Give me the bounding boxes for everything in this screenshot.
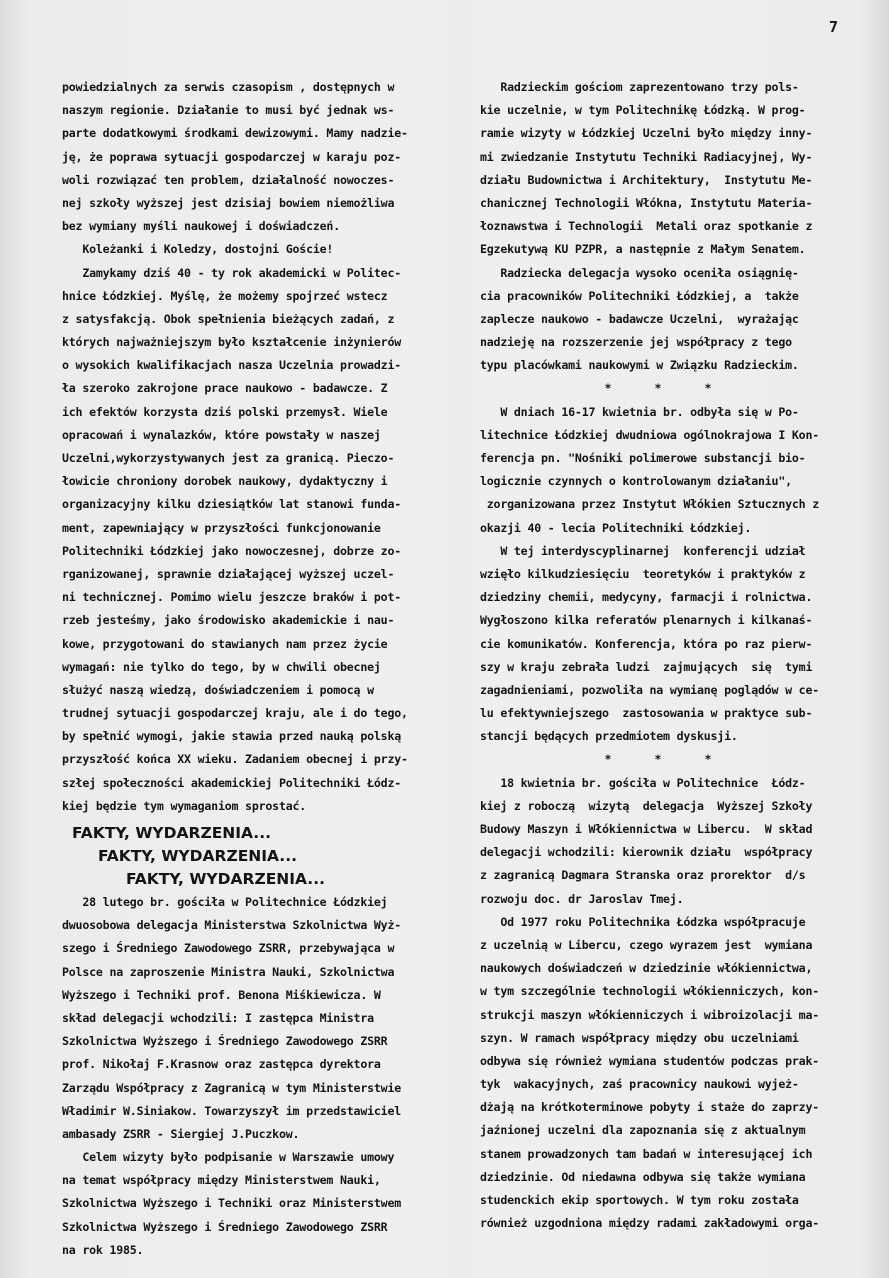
left-text-line: Zamykamy dziś 40 - ty rok akademicki w Politec- [62,265,402,280]
right-text-line: ferencja pn. "Nośniki polimerowe substancji bio- [480,451,806,465]
left-text-line: Szkolnictwa Wyższego i Średniego Zawodowego ZSRR [62,1034,388,1049]
right-text-line: mi zwiedzanie Instytutu Techniki Radiacyjnej, Wy- [480,149,813,164]
left-column [62,76,434,1262]
left-column-text-bottom [62,891,434,1262]
right-text-line: również uzgodniona między radami zakładowymi orga- [480,1216,820,1231]
right-text-line: Radziecka delegacja wysoko oceniła osiągnię- [480,265,799,280]
right-text-line: Radzieckim gościom zaprezentowano trzy pols- [480,80,799,94]
right-text-line: okazji 40 - lecia Politechniki Łódzkiej. [480,520,752,535]
right-text-line: w tym szczególnie technologii włókienniczych, kon- [480,984,820,999]
left-text-line: Celem wizyty było podpisanie w Warszawie umowy [62,1150,395,1165]
left-text-line: bez wymiany myśli naukowej i doświadczeń. [62,219,340,234]
right-text-line: kiej z roboczą wizytą delegacja Wyższej Szkoły [480,798,813,813]
right-text-line: jaźnionej uczelni dla zapoznania się z aktualnym [480,1123,806,1138]
right-column [480,76,854,1235]
left-text-line: kowe, przygotowani do stawianych nam przez życie [62,636,388,651]
left-text-line: szego i Średniego Zawodowego ZSRR, przebywająca w [62,941,395,956]
left-text-line: woli rozwiązać ten problem, działalność nowoczes- [62,172,395,187]
right-text-line: kie uczelnie, w tym Politechnikę Łódzką. W prog- [480,103,806,118]
right-text-line: strukcji maszyn włókienniczych i wibroizolacji ma- [480,1007,820,1022]
right-text-line: stanem prowadzonych tam badań w interesującej ich [480,1146,813,1161]
heading-line-2: FAKTY, WYDARZENIA... [98,847,297,865]
right-text-line: Budowy Maszyn i Włókiennictwa w Libercu. W skład [480,822,813,836]
right-text-line: Od 1977 roku Politechnika Łódzka współpracuje [480,914,806,929]
left-text-line: Uczelni,wykorzystywanych jest za granicą. Pieczo- [62,451,395,465]
left-text-line: parte dodatkowymi środkami dewizowymi. Mamy nadzie- [62,126,408,141]
right-text-line: logicznie czynnych o kontrolowanym działaniu", [480,474,792,489]
left-text-line: dwuosobowa delegacja Ministerstwa Szkolnictwa Wyż- [62,918,402,933]
left-text-line: Szkolnictwa Wyższego i Średniego Zawodowego ZSRR [62,1219,388,1234]
section-separator: * * * [604,752,730,767]
right-text-line: rozwoju doc. dr Jaroslav Tmej. [480,891,684,906]
left-text-line: służyć naszą wiedzą, doświadczeniem i pomocą w [62,682,374,697]
left-text-line: prof. Nikołaj F.Krasnow oraz zastępca dyrektora [62,1057,381,1072]
left-text-line: ję, że poprawa sytuacji gospodarczej w karaju poz- [62,149,402,164]
page-number: 7 [829,18,839,36]
left-text-line: ambasady ZSRR - Siergiej J.Puczkow. [62,1126,300,1141]
left-text-line: Szkolnictwa Wyższego i Techniki oraz Ministerstwem [62,1196,402,1211]
left-text-line: Koleżanki i Koledzy, dostojni Goście! [62,242,334,257]
right-text-line: cia pracowników Politechniki Łódzkiej, a także [480,288,799,303]
left-text-line: rzeb jesteśmy, jako środowisko akademickie i nau- [62,613,395,628]
right-text-line: cie komunikatów. Konferencja, która po raz pierw- [480,636,813,651]
right-text-line: naukowych doświadczeń w dziedzinie włókiennictwa, [480,961,813,976]
left-text-line: ni technicznej. Pomimo wielu jeszcze braków i pot- [62,590,402,605]
left-text-line: z satysfakcją. Obok spełnienia bieżących zadań, z [62,311,395,326]
left-text-line: Władimir W.Siniakow. Towarzyszył im przedstawiciel [62,1103,402,1118]
right-text-line: tyk wakacyjnych, zaś pracownicy naukowi wyjeż- [480,1077,799,1092]
left-text-line: 28 lutego br. gościła w Politechnice Łódzkiej [62,895,388,909]
right-text-line: nadzieję na rozszerzenie jej współpracy z tego [480,335,792,350]
right-text-line: delegacji wchodzili: kierownik działu współpracy [480,845,813,860]
left-text-line: skład delegacji wchodzili: I zastępca Ministra [62,1010,374,1025]
right-text-line: wzięło kilkudziesięciu teoretyków i praktyków z [480,566,806,581]
section-separator: * * * [604,381,730,396]
left-text-line: organizacyjny kilku dziesiątków lat stanowi funda- [62,497,402,512]
right-text-line: stancji będących przedmiotem dyskusji. [480,729,738,744]
left-text-line: trudnej sytuacji gospodarczej kraju, ale i do tego, [62,706,408,721]
left-text-line: na temat współpracy między Ministerstwem Nauki, [62,1173,381,1188]
right-text-line: chanicznej Technologii Włókna, Instytutu Materia- [480,195,813,210]
left-text-line: rganizowanej, sprawnie działającej wyższej uczel- [62,566,395,581]
right-text-line: typu placówkami naukowymi w Związku Radzieckim. [480,358,799,373]
right-text-line: zaplecze naukowo - badawcze Uczelni, wyrażając [480,311,799,326]
left-text-line: szłej społeczności akademickiej Politechniki Łódz- [62,775,402,790]
heading-line-3: FAKTY, WYDARZENIA... [126,870,325,888]
left-text-line: ment, zapewniający w przyszłości funkcjonowanie [62,520,381,535]
left-text-line: naszym regionie. Działanie to musi być jednak ws- [62,103,395,118]
left-column-text-top [62,76,434,818]
left-text-line: ich efektów korzysta dziś polski przemysł. Wiele [62,404,388,419]
right-text-line: Wygłoszono kilka referatów plenarnych i kilkanaś- [480,613,813,628]
right-text-line: zorganizowana przez Instytut Włókien Sztucznych z [480,497,820,512]
left-text-line: na rok 1985. [62,1242,144,1257]
left-text-line: których najważniejszym było kształcenie inżynierów [62,335,402,350]
right-text-line: W dniach 16-17 kwietnia br. odbyła się w Po- [480,404,799,419]
right-text-line: szy w kraju zebrała ludzi zajmujących się tymi [480,659,813,674]
left-text-line: by spełnić wymogi, jakie stawia przed nauką polską [62,729,402,744]
left-text-line: ła szeroko zakrojone prace naukowo - badawcze. Z [62,381,388,396]
right-text-line: zagadnieniami, pozwoliła na wymianę poglądów w ce- [480,682,820,697]
left-text-line: nej szkoły wyższej jest dzisiaj bowiem niemożliwa [62,195,395,210]
left-text-line: łowicie chroniony dorobek naukowy, dydaktyczny i [62,474,388,489]
right-text-line: Egzekutywą KU PZPR, a następnie z Małym Senatem. [480,242,806,257]
right-text-line: 18 kwietnia br. gościła w Politechnice Łódz- [480,775,806,790]
right-text-line: ramie wizyty w Łódzkiej Uczelni było między inny- [480,126,813,141]
left-text-line: Polsce na zaproszenie Ministra Nauki, Szkolnictwa [62,964,395,979]
right-text-line: lu efektywniejszego zastosowania w praktyce sub- [480,706,813,721]
left-text-line: wymagań: nie tylko do tego, by w chwili obecnej [62,659,381,674]
right-text-line: studenckich ekip sportowych. W tym roku została [480,1193,799,1207]
right-text-line: dziedzinie. Od niedawna odbywa się także wymiana [480,1169,806,1184]
right-text-line: z uczelnią w Libercu, czego wyrazem jest wymiana [480,937,813,952]
left-text-line: Zarządu Współpracy z Zagranicą w tym Ministerstwie [62,1080,402,1095]
right-text-line: działu Budownictwa i Architektury, Instytutu Me- [480,172,813,187]
right-text-line: szyn. W ramach współpracy między obu uczelniami [480,1030,799,1045]
right-text-line: W tej interdyscyplinarnej konferencji udział [480,543,806,558]
left-text-line: powiedzialnych za serwis czasopism , dostępnych w [62,80,395,94]
right-text-line: z zagranicą Dagmara Stranska oraz prorektor d/s [480,868,806,883]
left-text-line: przyszłość końca XX wieku. Zadaniem obecnej i przy- [62,752,408,767]
left-text-line: opracowań i wynalazków, które powstały w naszej [62,427,381,442]
heading-line-1: FAKTY, WYDARZENIA... [72,824,271,842]
right-text-line: odbywa się również wymiana studentów podczas prak- [480,1053,820,1068]
right-text-line: litechnice Łódzkiej dwudniowa ogólnokrajowa I Kon- [480,427,820,442]
right-text-line: dżają na krótkoterminowe pobyty i staże do zaprzy- [480,1100,820,1115]
left-text-line: Politechniki Łódzkiej jako nowoczesnej, dobrze zo- [62,543,402,558]
left-text-line: kiej będzie tym wymaganiom sprostać. [62,798,307,813]
left-text-line: hnice Łódzkiej. Myślę, że możemy spojrzeć wstecz [62,288,388,303]
right-text-line: łoznawstwa i Technologii Metali oraz spotkanie z [480,219,813,234]
right-text-line: dziedziny chemii, medycyny, farmacji i rolnictwa. [480,590,813,605]
left-text-line: o wysokich kwalifikacjach nasza Uczelnia prowadzi- [62,358,402,373]
section-heading [62,822,434,891]
left-text-line: Wyższego i Techniki prof. Benona Miśkiewicza. W [62,987,381,1002]
